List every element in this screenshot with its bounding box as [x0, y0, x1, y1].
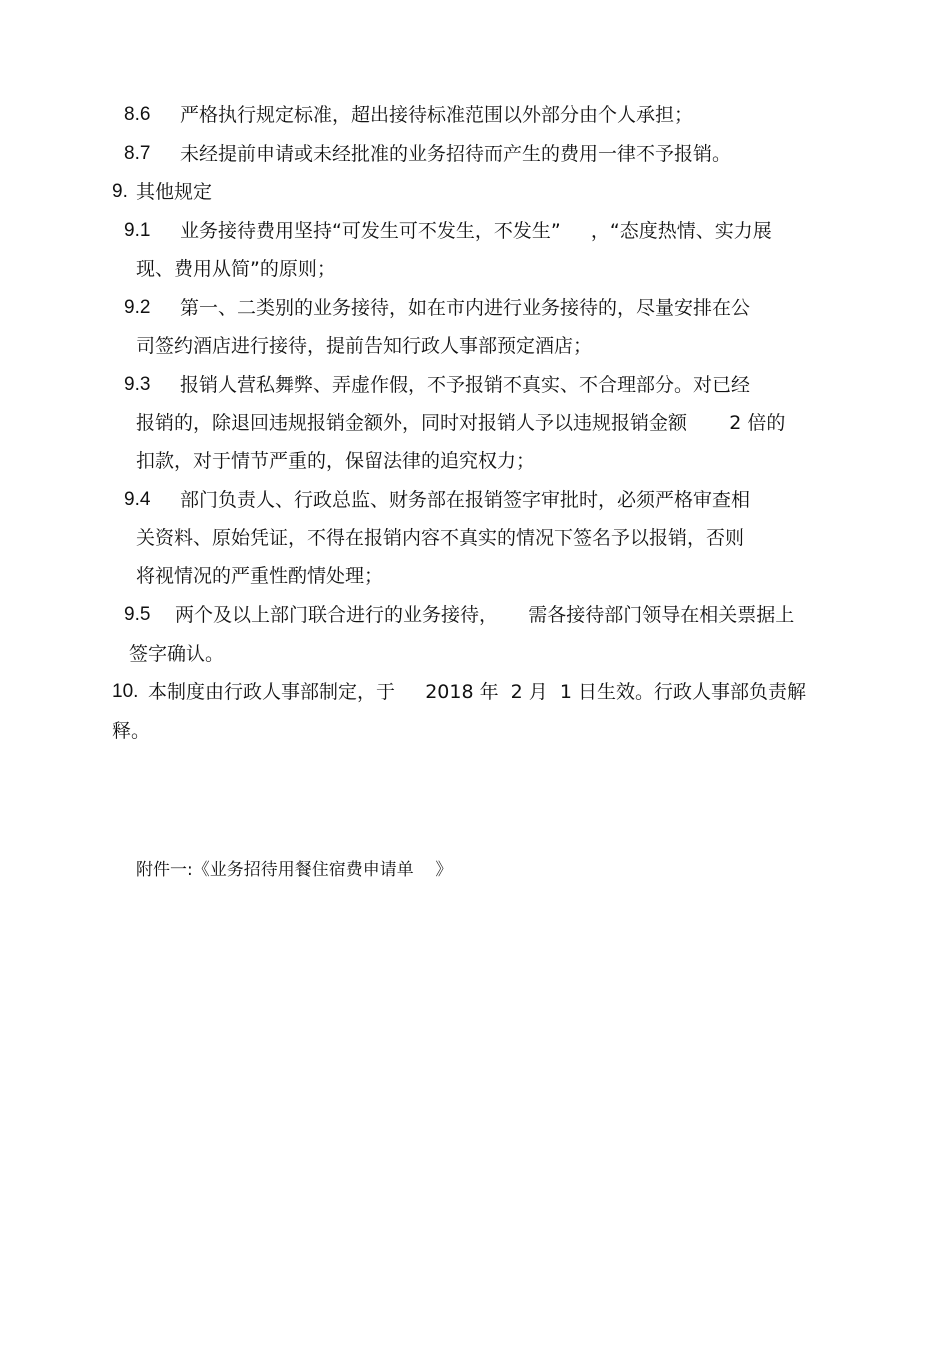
section-number: 10.: [112, 681, 139, 702]
section-text: 释。: [112, 720, 151, 742]
clause-number: 9.1: [124, 220, 151, 241]
clause-text: 严格执行规定标准，超出接待标准范围以外部分由个人承担；: [180, 104, 694, 126]
clause-text: 业务接待费用坚持“可发生可不发生，不发生” ，“态度热情、实力展: [180, 220, 772, 242]
clause-text: 将视情况的严重性酌情处理；: [136, 565, 384, 587]
clause-number: 8.6: [124, 104, 151, 125]
clause-text: 第一、二类别的业务接待，如在市内进行业务接待的，尽量安排在公: [180, 297, 751, 319]
clause-text: 两个及以上部门联合进行的业务接待， 需各接待部门领导在相关票据上: [175, 604, 795, 626]
clause-text: 报销人营私舞弊、弄虚作假，不予报销不真实、不合理部分。对已经: [180, 374, 751, 396]
clause-number: 9.2: [124, 297, 151, 318]
clause-text: 未经提前申请或未经批准的业务招待而产生的费用一律不予报销。: [180, 143, 732, 165]
clause-number: 8.7: [124, 143, 151, 164]
clause-text: 报销的，除退回违规报销金额外，同时对报销人予以违规报销金额 2 倍的: [136, 412, 786, 434]
clause-text: 签字确认。: [129, 643, 225, 665]
clause-text: 关资料、原始凭证，不得在报销内容不真实的情况下签名予以报销，否则: [136, 527, 745, 549]
clause-text: 现、费用从简”的原则；: [136, 258, 336, 280]
section-heading: 其他规定: [136, 181, 213, 203]
clause-number: 9.5: [124, 604, 151, 625]
clause-text: 扣款，对于情节严重的，保留法律的追究权力；: [136, 450, 536, 472]
clause-number: 9.4: [124, 489, 151, 510]
attachment-reference: 附件一:《业务招待用餐住宿费申请单 》: [136, 860, 453, 880]
clause-text: 司签约酒店进行接待，提前告知行政人事部预定酒店；: [136, 335, 593, 357]
clause-text: 部门负责人、行政总监、财务部在报销签字审批时，必须严格审查相: [180, 489, 751, 511]
section-text: 本制度由行政人事部制定，于 2018 年 2 月 1 日生效。行政人事部负责解: [148, 681, 807, 703]
section-number: 9.: [112, 181, 128, 202]
clause-number: 9.3: [124, 374, 151, 395]
